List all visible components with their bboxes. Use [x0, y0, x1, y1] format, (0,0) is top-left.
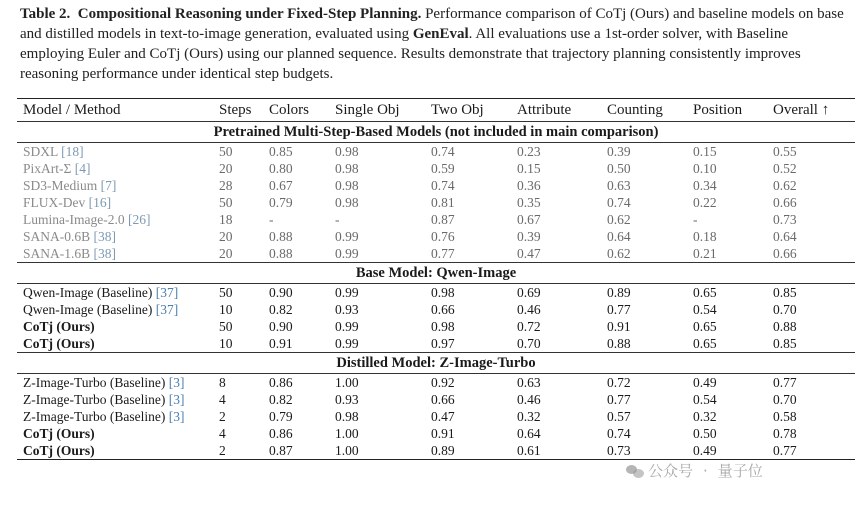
citation-link[interactable]: [38] — [93, 229, 117, 244]
metric-cell: 0.73 — [607, 443, 631, 458]
metric-cell: 0.47 — [431, 409, 455, 424]
metric-cell: 0.77 — [431, 246, 455, 261]
model-cell — [17, 284, 213, 302]
citation-link[interactable]: [7] — [100, 178, 117, 193]
metric-cell: 0.65 — [693, 336, 717, 351]
watermark — [626, 460, 763, 481]
metric-cell: 0.98 — [335, 195, 359, 210]
metric-cell: 1.00 — [335, 443, 359, 458]
metric-cell: 0.39 — [517, 229, 541, 244]
model-cell — [17, 425, 213, 442]
metric-cell: 0.98 — [431, 319, 455, 334]
metric-cell: 0.66 — [773, 246, 797, 261]
steps-cell: 10 — [219, 302, 233, 317]
metric-cell: 0.64 — [517, 426, 541, 441]
citation-link[interactable]: [3] — [168, 392, 185, 407]
model-cell — [17, 301, 213, 318]
metric-cell: 0.76 — [431, 229, 455, 244]
table-row — [17, 442, 855, 460]
metric-cell: 0.80 — [269, 161, 293, 176]
metric-cell: 0.63 — [517, 375, 541, 390]
model-cell — [17, 228, 213, 245]
metric-cell: 0.21 — [693, 246, 717, 261]
caption-text-2: . All evaluations use a 1st-order solver, with Baseline employing Euler and CoTj (Ours) using our planned sequence. Results demonstrate that trajectory planning consistently improves reasoning performance under identical step budgets. — [20, 26, 801, 82]
metric-cell: 0.73 — [773, 212, 797, 227]
model-cell — [17, 374, 213, 392]
caption-label: Table 2. — [20, 6, 71, 22]
metric-cell: 0.74 — [431, 144, 455, 159]
metric-cell: 0.65 — [693, 319, 717, 334]
metric-cell: 0.66 — [431, 392, 455, 407]
metric-cell: 0.55 — [773, 144, 797, 159]
metric-cell: 0.10 — [693, 161, 717, 176]
metric-cell: 0.74 — [607, 195, 631, 210]
column-header: Colors — [269, 101, 310, 118]
metric-cell: 1.00 — [335, 375, 359, 390]
metric-cell: 0.99 — [335, 229, 359, 244]
table-caption — [20, 4, 855, 84]
metric-cell: 0.99 — [335, 319, 359, 334]
metric-cell: 0.89 — [607, 285, 631, 300]
wechat-icon — [626, 463, 644, 479]
metric-cell: 0.74 — [607, 426, 631, 441]
watermark-sep: · — [703, 461, 708, 480]
metric-cell: 0.86 — [269, 375, 293, 390]
model-cell — [17, 194, 213, 211]
metric-cell: 0.46 — [517, 302, 541, 317]
metric-cell: 0.97 — [431, 336, 455, 351]
metric-cell: 0.87 — [269, 443, 293, 458]
metric-cell: 0.93 — [335, 392, 359, 407]
steps-cell: 50 — [219, 195, 233, 210]
metric-cell: 0.91 — [269, 336, 293, 351]
metric-cell: - — [335, 212, 340, 227]
table-row — [17, 425, 855, 442]
table-row — [17, 408, 855, 425]
metric-cell: 0.62 — [607, 212, 631, 227]
model-name: SDXL — [23, 144, 58, 159]
metric-cell: 0.99 — [335, 336, 359, 351]
metric-cell: 0.78 — [773, 426, 797, 441]
metric-cell: 0.62 — [773, 178, 797, 193]
metric-cell: 0.32 — [693, 409, 717, 424]
model-cell — [17, 245, 213, 263]
section-header-row — [17, 353, 855, 374]
model-name: SD3-Medium — [23, 178, 98, 193]
steps-cell: 20 — [219, 161, 233, 176]
metric-cell: 0.49 — [693, 443, 717, 458]
metric-cell: 0.85 — [269, 144, 293, 159]
steps-cell: 4 — [219, 392, 226, 407]
metric-cell: 0.57 — [607, 409, 631, 424]
metric-cell: 0.77 — [607, 392, 631, 407]
column-header: Two Obj — [431, 101, 484, 118]
metric-cell: 0.15 — [693, 144, 717, 159]
table-row — [17, 228, 855, 245]
metric-cell: 0.72 — [517, 319, 541, 334]
model-name: CoTj (Ours) — [23, 336, 95, 351]
metric-cell: 0.91 — [607, 319, 631, 334]
table-row — [17, 301, 855, 318]
table-row — [17, 160, 855, 177]
column-header: Overall ↑ — [773, 101, 830, 118]
section-header-row — [17, 122, 855, 143]
citation-link[interactable]: [37] — [155, 285, 179, 300]
metric-cell: 0.77 — [773, 443, 797, 458]
metric-cell: 0.98 — [335, 161, 359, 176]
metric-cell: 0.32 — [517, 409, 541, 424]
metric-cell: 0.34 — [693, 178, 717, 193]
steps-cell: 28 — [219, 178, 233, 193]
metric-cell: 0.52 — [773, 161, 797, 176]
metric-cell: 0.64 — [773, 229, 797, 244]
metric-cell: 0.99 — [335, 246, 359, 261]
metric-cell: 0.81 — [431, 195, 455, 210]
section-header-row — [17, 263, 855, 284]
metric-cell: 0.79 — [269, 195, 293, 210]
model-name: SANA-0.6B — [23, 229, 91, 244]
metric-cell: 0.67 — [269, 178, 293, 193]
metric-cell: 0.85 — [773, 336, 797, 351]
model-name: CoTj (Ours) — [23, 443, 95, 458]
model-cell — [17, 442, 213, 460]
steps-cell: 10 — [219, 336, 233, 351]
model-cell — [17, 177, 213, 194]
model-cell — [17, 160, 213, 177]
metric-cell: 1.00 — [335, 426, 359, 441]
metric-cell: 0.49 — [693, 375, 717, 390]
model-name: SANA-1.6B — [23, 246, 91, 261]
metric-cell: 0.74 — [431, 178, 455, 193]
steps-cell: 2 — [219, 443, 226, 458]
metric-cell: 0.62 — [607, 246, 631, 261]
metric-cell: - — [269, 212, 274, 227]
citation-link[interactable]: [4] — [74, 161, 91, 176]
watermark-text-2: 量子位 — [717, 462, 763, 480]
caption-bold-word: GenEval — [412, 26, 469, 42]
metric-cell: 0.98 — [335, 178, 359, 193]
metric-cell: 0.54 — [693, 302, 717, 317]
metric-cell: 0.92 — [431, 375, 455, 390]
model-cell — [17, 143, 213, 161]
model-name: CoTj (Ours) — [23, 319, 95, 334]
column-header: Position — [693, 101, 743, 118]
column-header: Model / Method — [23, 101, 121, 118]
citation-link[interactable]: [3] — [168, 409, 185, 424]
metric-cell: 0.77 — [773, 375, 797, 390]
metric-cell: 0.88 — [607, 336, 631, 351]
model-name: Qwen-Image (Baseline) — [23, 285, 153, 300]
metric-cell: 0.98 — [335, 144, 359, 159]
metric-cell: 0.35 — [517, 195, 541, 210]
model-name: Z-Image-Turbo (Baseline) — [23, 392, 166, 407]
model-name: Z-Image-Turbo (Baseline) — [23, 375, 166, 390]
metric-cell: 0.61 — [517, 443, 541, 458]
caption-text-1: Performance comparison of CoTj (Ours) and baseline models on base and distilled models in text-to-image generation, evaluated using — [20, 6, 844, 42]
table-header-row — [17, 99, 855, 122]
metric-cell: 0.46 — [517, 392, 541, 407]
metric-cell: 0.90 — [269, 285, 293, 300]
metric-cell: 0.50 — [607, 161, 631, 176]
model-cell — [17, 391, 213, 408]
steps-cell: 50 — [219, 319, 233, 334]
citation-link[interactable]: [26] — [127, 212, 151, 227]
table-row — [17, 391, 855, 408]
column-header: Steps — [219, 101, 252, 118]
metric-cell: 0.98 — [335, 409, 359, 424]
metric-cell: 0.67 — [517, 212, 541, 227]
steps-cell: 2 — [219, 409, 226, 424]
metric-cell: 0.70 — [517, 336, 541, 351]
table-row — [17, 211, 855, 228]
metric-cell: 0.72 — [607, 375, 631, 390]
model-cell — [17, 318, 213, 335]
metric-cell: 0.91 — [431, 426, 455, 441]
model-cell — [17, 211, 213, 228]
results-table — [17, 98, 855, 460]
model-name: CoTj (Ours) — [23, 426, 95, 441]
metric-cell: 0.59 — [431, 161, 455, 176]
citation-link[interactable]: [3] — [168, 375, 185, 390]
watermark-text-1: 公众号 — [648, 462, 694, 480]
model-name: FLUX-Dev — [23, 195, 86, 210]
metric-cell: 0.63 — [607, 178, 631, 193]
metric-cell: 0.87 — [431, 212, 455, 227]
metric-cell: 0.39 — [607, 144, 631, 159]
model-name: Z-Image-Turbo (Baseline) — [23, 409, 166, 424]
steps-cell: 20 — [219, 229, 233, 244]
table-row — [17, 177, 855, 194]
section-title: Base Model: Qwen-Image — [17, 263, 855, 284]
metric-cell: 0.66 — [773, 195, 797, 210]
metric-cell: 0.58 — [773, 409, 797, 424]
steps-cell: 50 — [219, 144, 233, 159]
metric-cell: 0.65 — [693, 285, 717, 300]
metric-cell: 0.93 — [335, 302, 359, 317]
citation-link[interactable]: [38] — [93, 246, 117, 261]
metric-cell: 0.64 — [607, 229, 631, 244]
column-header: Counting — [607, 101, 663, 118]
metric-cell: 0.70 — [773, 302, 797, 317]
steps-cell: 4 — [219, 426, 226, 441]
table-row — [17, 143, 855, 161]
metric-cell: 0.88 — [269, 229, 293, 244]
metric-cell: 0.77 — [607, 302, 631, 317]
metric-cell: 0.85 — [773, 285, 797, 300]
table-row — [17, 194, 855, 211]
metric-cell: 0.88 — [269, 246, 293, 261]
model-cell — [17, 408, 213, 425]
citation-link[interactable]: [16] — [88, 195, 112, 210]
section-title: Distilled Model: Z-Image-Turbo — [17, 353, 855, 374]
metric-cell: 0.88 — [773, 319, 797, 334]
column-header: Single Obj — [335, 101, 400, 118]
metric-cell: 0.82 — [269, 392, 293, 407]
table-row — [17, 284, 855, 302]
metric-cell: 0.82 — [269, 302, 293, 317]
metric-cell: 0.47 — [517, 246, 541, 261]
caption-title: Compositional Reasoning under Fixed-Step Planning. — [77, 6, 422, 22]
metric-cell: 0.15 — [517, 161, 541, 176]
steps-cell: 50 — [219, 285, 233, 300]
metric-cell: 0.23 — [517, 144, 541, 159]
metric-cell: 0.98 — [431, 285, 455, 300]
metric-cell: - — [693, 212, 698, 227]
section-title: Pretrained Multi-Step-Based Models (not included in main comparison) — [17, 122, 855, 143]
steps-cell: 20 — [219, 246, 233, 261]
metric-cell: 0.99 — [335, 285, 359, 300]
citation-link[interactable]: [37] — [155, 302, 179, 317]
table-row — [17, 318, 855, 335]
column-header: Attribute — [517, 101, 572, 118]
metric-cell: 0.22 — [693, 195, 717, 210]
metric-cell: 0.79 — [269, 409, 293, 424]
metric-cell: 0.50 — [693, 426, 717, 441]
metric-cell: 0.36 — [517, 178, 541, 193]
model-name: PixArt-Σ — [23, 161, 72, 176]
metric-cell: 0.18 — [693, 229, 717, 244]
table-row — [17, 335, 855, 353]
steps-cell: 18 — [219, 212, 233, 227]
metric-cell: 0.66 — [431, 302, 455, 317]
metric-cell: 0.69 — [517, 285, 541, 300]
metric-cell: 0.86 — [269, 426, 293, 441]
model-name: Lumina-Image-2.0 — [23, 212, 125, 227]
table-row — [17, 245, 855, 263]
model-name: Qwen-Image (Baseline) — [23, 302, 153, 317]
model-cell — [17, 335, 213, 353]
metric-cell: 0.54 — [693, 392, 717, 407]
metric-cell: 0.70 — [773, 392, 797, 407]
steps-cell: 8 — [219, 375, 226, 390]
citation-link[interactable]: [18] — [61, 144, 84, 159]
metric-cell: 0.89 — [431, 443, 455, 458]
table-row — [17, 374, 855, 392]
table-body — [17, 122, 855, 460]
metric-cell: 0.90 — [269, 319, 293, 334]
